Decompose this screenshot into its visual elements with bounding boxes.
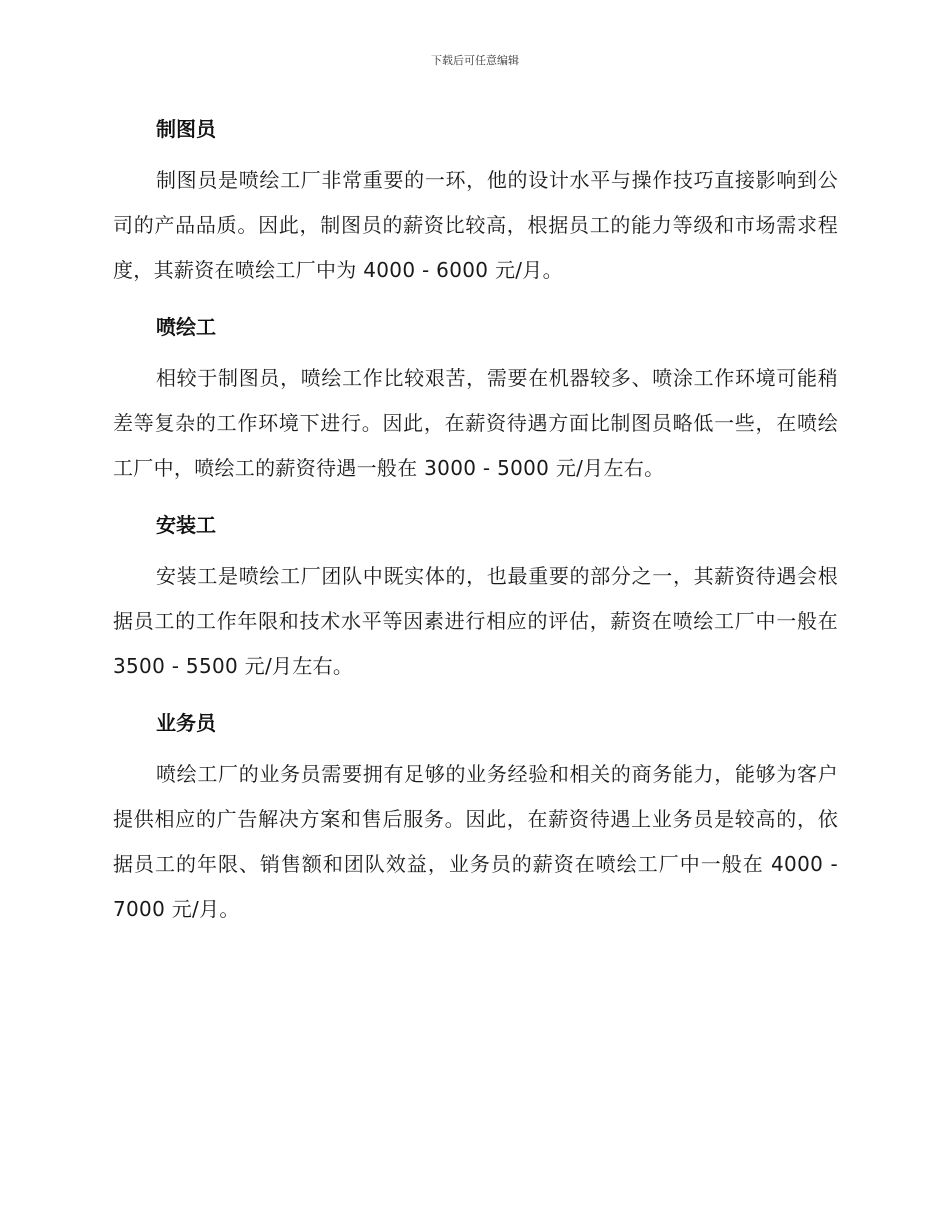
section-draftsman [113,112,838,293]
section-paragraph: 相较于制图员，喷绘工作比较艰苦，需要在机器较多、喷涂工作环境可能稍差等复杂的工作环境下进行。因此，在薪资待遇方面比制图员略低一些，在喷绘工厂中，喷绘工的薪资待遇一般在 3000 - 5000 元/月左右。 [113,366,838,480]
document-content [113,112,838,949]
section-title: 制图员 [156,117,216,141]
section-salesperson [113,706,838,932]
section-inkjet-worker [113,310,838,491]
section-paragraph: 制图员是喷绘工厂非常重要的一环，他的设计水平与操作技巧直接影响到公司的产品品质。因此，制图员的薪资比较高，根据员工的能力等级和市场需求程度，其薪资在喷绘工厂中为 4000 - 6000 元/月。 [113,168,838,282]
page-header: 下载后可任意编辑 [431,54,519,67]
section-title: 安装工 [156,513,216,537]
section-installer [113,508,838,689]
section-title: 喷绘工 [156,315,216,339]
section-title: 业务员 [156,711,216,735]
section-paragraph: 安装工是喷绘工厂团队中既实体的，也最重要的部分之一，其薪资待遇会根据员工的工作年限和技术水平等因素进行相应的评估，薪资在喷绘工厂中一般在 3500 - 5500 元/月左右。 [113,564,838,678]
section-paragraph: 喷绘工厂的业务员需要拥有足够的业务经验和相关的商务能力，能够为客户提供相应的广告解决方案和售后服务。因此，在薪资待遇上业务员是较高的，依据员工的年限、销售额和团队效益，业务员的薪资在喷绘工厂中一般在 4000 - 7000 元/月。 [113,762,838,921]
